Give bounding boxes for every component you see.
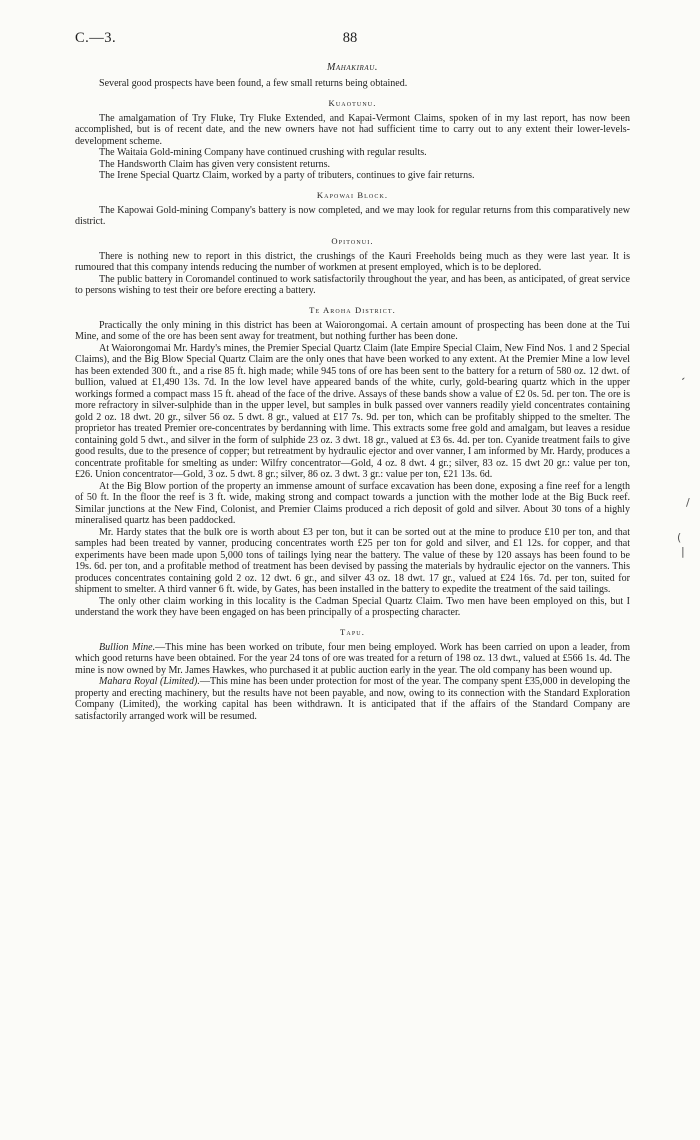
paragraph: The Handsworth Claim has given very consistent returns. xyxy=(99,158,331,170)
paragraph: The Kapowai Gold-mining Company's battery is now completed, and we may look for regular returns from this comparatively new district. xyxy=(75,204,630,227)
section-title-kapowai-block: Kapowai Block. xyxy=(316,189,389,200)
paragraph: At Waiorongomai Mr. Hardy's mines, the Premier Special Quartz Claim (late Empire Special Claim, New Find Nos. 1 and 2 Special Claims), and the Big Blow Special Quartz Claim are the only ones that have been worked to any extent. At the Premier Mine a low level has been extended 300 ft., and a rise 85 ft. high made; while 945 tons of ore has been sent to the battery for a return of 580 oz. 12 dwt. of bullion, valued at £1,490 13s. 7d. In the low level have appeared bands of the white, curly, gold-bearing quartz which in the upper workings formed a compact mass 15 ft. ahead of the face of the drive. Assays of these bands show a value of £2 0s. 5d. per ton. The ore is more refractory in silver-sulphide than in the upper level, but samples in bulk passed over vanners readily yield concentrates containing gold 2 oz. 18 dwt. 20 gr., silver 56 oz. 5 dwt. 8 gr., valued at £17 7s. 9d. per ton, which can be profitably shipped to the smelter. The proprietor has treated Premier ore-concentrates by berdanning with lime. This extracts some free gold and amalgam, but leaves a residue containing gold 5 dwt., and silver in the form of sulphide 23 oz. 3 dwt. 18 gr., valued at £3 6s. 4d. per ton. Cyanide treatment fails to give good results, due to the presence of copper; but retreatment by hydraulic ejector and over vanner, I am informed by Mr. Hardy, produces a concentrate profitable for smelting as under: Wilfry concentrator—Gold, 4 oz. 8 dwt. 4 gr.; silver, 83 oz. 15 dwt 20 gr.: value per ton, £26. Union concentrator—Gold, 3 oz. 5 dwt. 8 gr.; silver, 86 oz. 3 dwt. 3 gr.: value per ton, £21 13s. 6d. xyxy=(75,342,630,480)
margin-mark-icon: ‘ xyxy=(676,374,687,389)
paragraph: Mr. Hardy states that the bulk ore is worth about £3 per ton, but it can be sorted out at the mine to produce £10 per ton, and that samples had been treated by vanner, producing concentrates worth £25 per ton for gold and silver, and £1 12s. for copper, and that experiments have been made upon 5,000 tons of tailings lying near the battery. The value of these by 120 assays has been found to be 19s. 6d. per ton, and a profitable method of treatment has been devised by passing the materials by hydraulic ejector on the vanners. This produces concentrates containing gold 2 oz. 12 dwt. 6 gr., and silver 43 oz. 18 dwt. 17 gr., valued at £24 16s. 7d. per ton, suited for shipment to smelter. A third vanner 6 ft. wide, by Gates, has been installed in the battery to expedite the treatment of the said tailings. xyxy=(75,526,630,595)
paragraph: Several good prospects have been found, a few small returns being obtained. xyxy=(99,78,408,89)
section-title-kuaotunu: Kuaotunu. xyxy=(328,97,377,108)
margin-mark-icon: / xyxy=(686,496,690,509)
paragraph: Practically the only mining in this district has been at Waiorongomai. A certain amount of prospecting has been done at the Tui Mine, and some of the ore has been sent away for treatment, but nothing further has been done. xyxy=(75,319,630,342)
paragraph: At the Big Blow portion of the property an immense amount of surface excavation has been done, exposing a fine reef for a length of 50 ft. In the floor the reef is 3 ft. wide, making strong and compact towards a junction with the mother lode at the Big Buck reef. Similar junctions at the New Find, Colonist, and Premier Claims produced a rich deposit of gold and silver. About 30 tons of a highly mineralised quartz has been paddocked. xyxy=(75,480,630,526)
paragraph: The Waitaia Gold-mining Company have continued crushing with regular results. xyxy=(99,147,427,158)
section-title-mahakirau: Mahakirau. xyxy=(326,62,379,73)
paragraph: There is nothing new to report in this district, the crushings of the Kauri Freeholds being much as they were last year. It is rumoured that this company intends reducing the number of workmen at present employed, which is to be deplored. xyxy=(75,250,630,273)
page-number: 88 xyxy=(342,30,358,46)
paragraph-lead: Bullion Mine. xyxy=(99,641,156,653)
paragraph: The Irene Special Quartz Claim, worked by a party of tributers, continues to give fair returns. xyxy=(99,170,475,181)
paragraph-mahara-royal xyxy=(75,676,630,722)
margin-mark-icon: ( xyxy=(677,531,682,544)
paragraph-bullion-mine xyxy=(75,642,630,677)
report-reference: C.—3. xyxy=(75,30,117,46)
margin-mark-icon: | xyxy=(681,545,685,558)
section-title-tapu: Tapu. xyxy=(340,626,365,637)
page-header xyxy=(75,30,630,56)
paragraph: The only other claim working in this locality is the Cadman Special Quartz Claim. Two men have been employed on this, but I understand the work they have been engaged on has been principally of a prospecting character. xyxy=(75,595,630,618)
paragraph-lead: Mahara Royal (Limited). xyxy=(99,676,200,687)
paragraph-text: —This mine has been worked on tribute, four men being employed. Work has been carried on upon a leader, from which good returns have been obtained. For the year 24 tons of ore was treated for a return of 198 oz. 13 dwt., valued at £566 1s. 4d. The mine is now owned by Mr. James Hawkes, who purchased it at public auction early in the year. The old company has been wound up. xyxy=(75,641,631,676)
section-title-opitonui: Opitonui. xyxy=(331,235,374,246)
paragraph: The public battery in Coromandel continued to work satisfactorily throughout the year, and has been, as anticipated, of great service to persons wishing to test their ore before erecting a battery. xyxy=(75,273,630,296)
paragraph-text: —This mine has been under protection for most of the year. The company spent £35,000 in developing the property and erecting machinery, but the results have not been payable, and now, owing to its connection with the Standard Exploration Company (Limited), the working capital has been withdrawn. It is anticipated that if the affairs of the Standard Company are satisfactorily arranged work will be resumed. xyxy=(75,676,630,722)
document-page xyxy=(75,30,630,722)
section-title-te-aroha-district: Te Aroha District. xyxy=(309,304,396,315)
paragraph: The amalgamation of Try Fluke, Try Fluke Extended, and Kapai-Vermont Claims, spoken of in my last report, has now been accomplished, but is of recent date, and the new owners have not had sufficient time to carry out to any extent their lower-levels-development scheme. xyxy=(75,112,630,147)
